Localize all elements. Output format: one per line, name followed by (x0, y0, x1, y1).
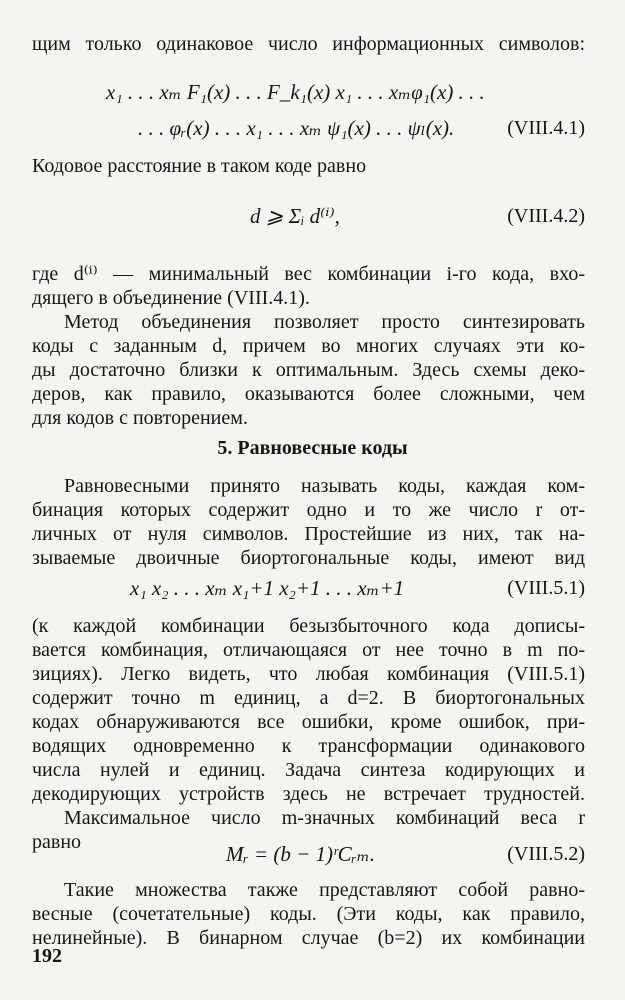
text-line: ды достаточно близки к оптимальным. Здесь схемы деко- (32, 359, 585, 381)
text-line: Метод объединения позволяет просто синтезировать (64, 311, 585, 333)
text-line: для кодов с повторением. (32, 407, 248, 429)
text-line: содержит точно m единиц, а d=2. В биортогональных (32, 687, 585, 709)
text-line: Кодовое расстояние в таком коде равно (32, 155, 367, 177)
formula-viii-4-2: d ⩾ Σᵢ d⁽ⁱ⁾, (250, 204, 340, 228)
text-line: дящего в объединение (VIII.4.1). (32, 287, 310, 309)
text-line: водящих одновременно к трансформации одинакового (32, 735, 585, 757)
page-number: 192 (32, 945, 62, 967)
text-line: Равновесными принято называть коды, каждая ком- (64, 475, 585, 497)
text-line: весные (сочетательные) коды. (Эти коды, как правило, (32, 903, 585, 925)
formula-viii-5-1: x₁ x₂ . . . xₘ x₁+1 x₂+1 . . . xₘ+1 (130, 576, 405, 600)
text-line: коды с заданным d, причем во многих случаях эти ко- (32, 335, 585, 357)
text-line: числа нулей и единиц. Задача синтеза кодирующих и (32, 759, 585, 781)
equation-number: (VIII.5.2) (507, 843, 585, 865)
text-line: декодирующих устройств здесь не встречает трудностей. (32, 783, 585, 805)
text-line: вается комбинация, отличающаяся от нее точно в m по- (32, 639, 585, 661)
text-line: нелинейные). В бинарном случае (b=2) их комбинации (32, 927, 585, 949)
text-line: Такие множества также представляют собой равно- (64, 879, 585, 901)
text-line: где d⁽ⁱ⁾ — минимальный вес комбинации i-го кода, вхо- (32, 263, 585, 285)
formula-viii-5-2: Mᵣ = (b − 1)ʳCᵣₘ. (226, 842, 375, 866)
formula-viii-4-1-part2: . . . φᵣ(x) . . . x₁ . . . xₘ ψ₁(x) . . . ψₗ(x). (138, 116, 455, 140)
text-line: деров, как правило, оказываются более сложными, чем (32, 383, 585, 405)
text-line: зициях). Легко видеть, что любая комбинация (VIII.5.1) (32, 663, 585, 685)
text-line: зываемые двоичные биортогональные коды, имеют вид (32, 547, 585, 569)
text-line: равно (32, 831, 82, 853)
equation-number: (VIII.5.1) (507, 577, 585, 599)
text-line: бинация которых содержит одно и то же число r от- (32, 499, 585, 521)
equation-number: (VIII.4.1) (507, 117, 585, 139)
text-line: личных от нуля символов. Простейшие из них, так на- (32, 523, 585, 545)
text-line: кодах обнаруживаются все ошибки, кроме ошибок, при- (32, 711, 585, 733)
formula-viii-4-1-part1: x₁ . . . xₘ F₁(x) . . . F_k₁(x) x₁ . . . xₘφ₁(x) . . . (106, 80, 485, 104)
text-line: Максимальное число m-значных комбинаций веса r (64, 807, 585, 829)
section-heading: 5. Равновесные коды (217, 437, 408, 459)
text-line: щим только одинаковое число информационных символов: (32, 33, 585, 55)
text-line: (к каждой комбинации безызбыточного кода дописы- (32, 615, 585, 637)
equation-number: (VIII.4.2) (507, 205, 585, 227)
